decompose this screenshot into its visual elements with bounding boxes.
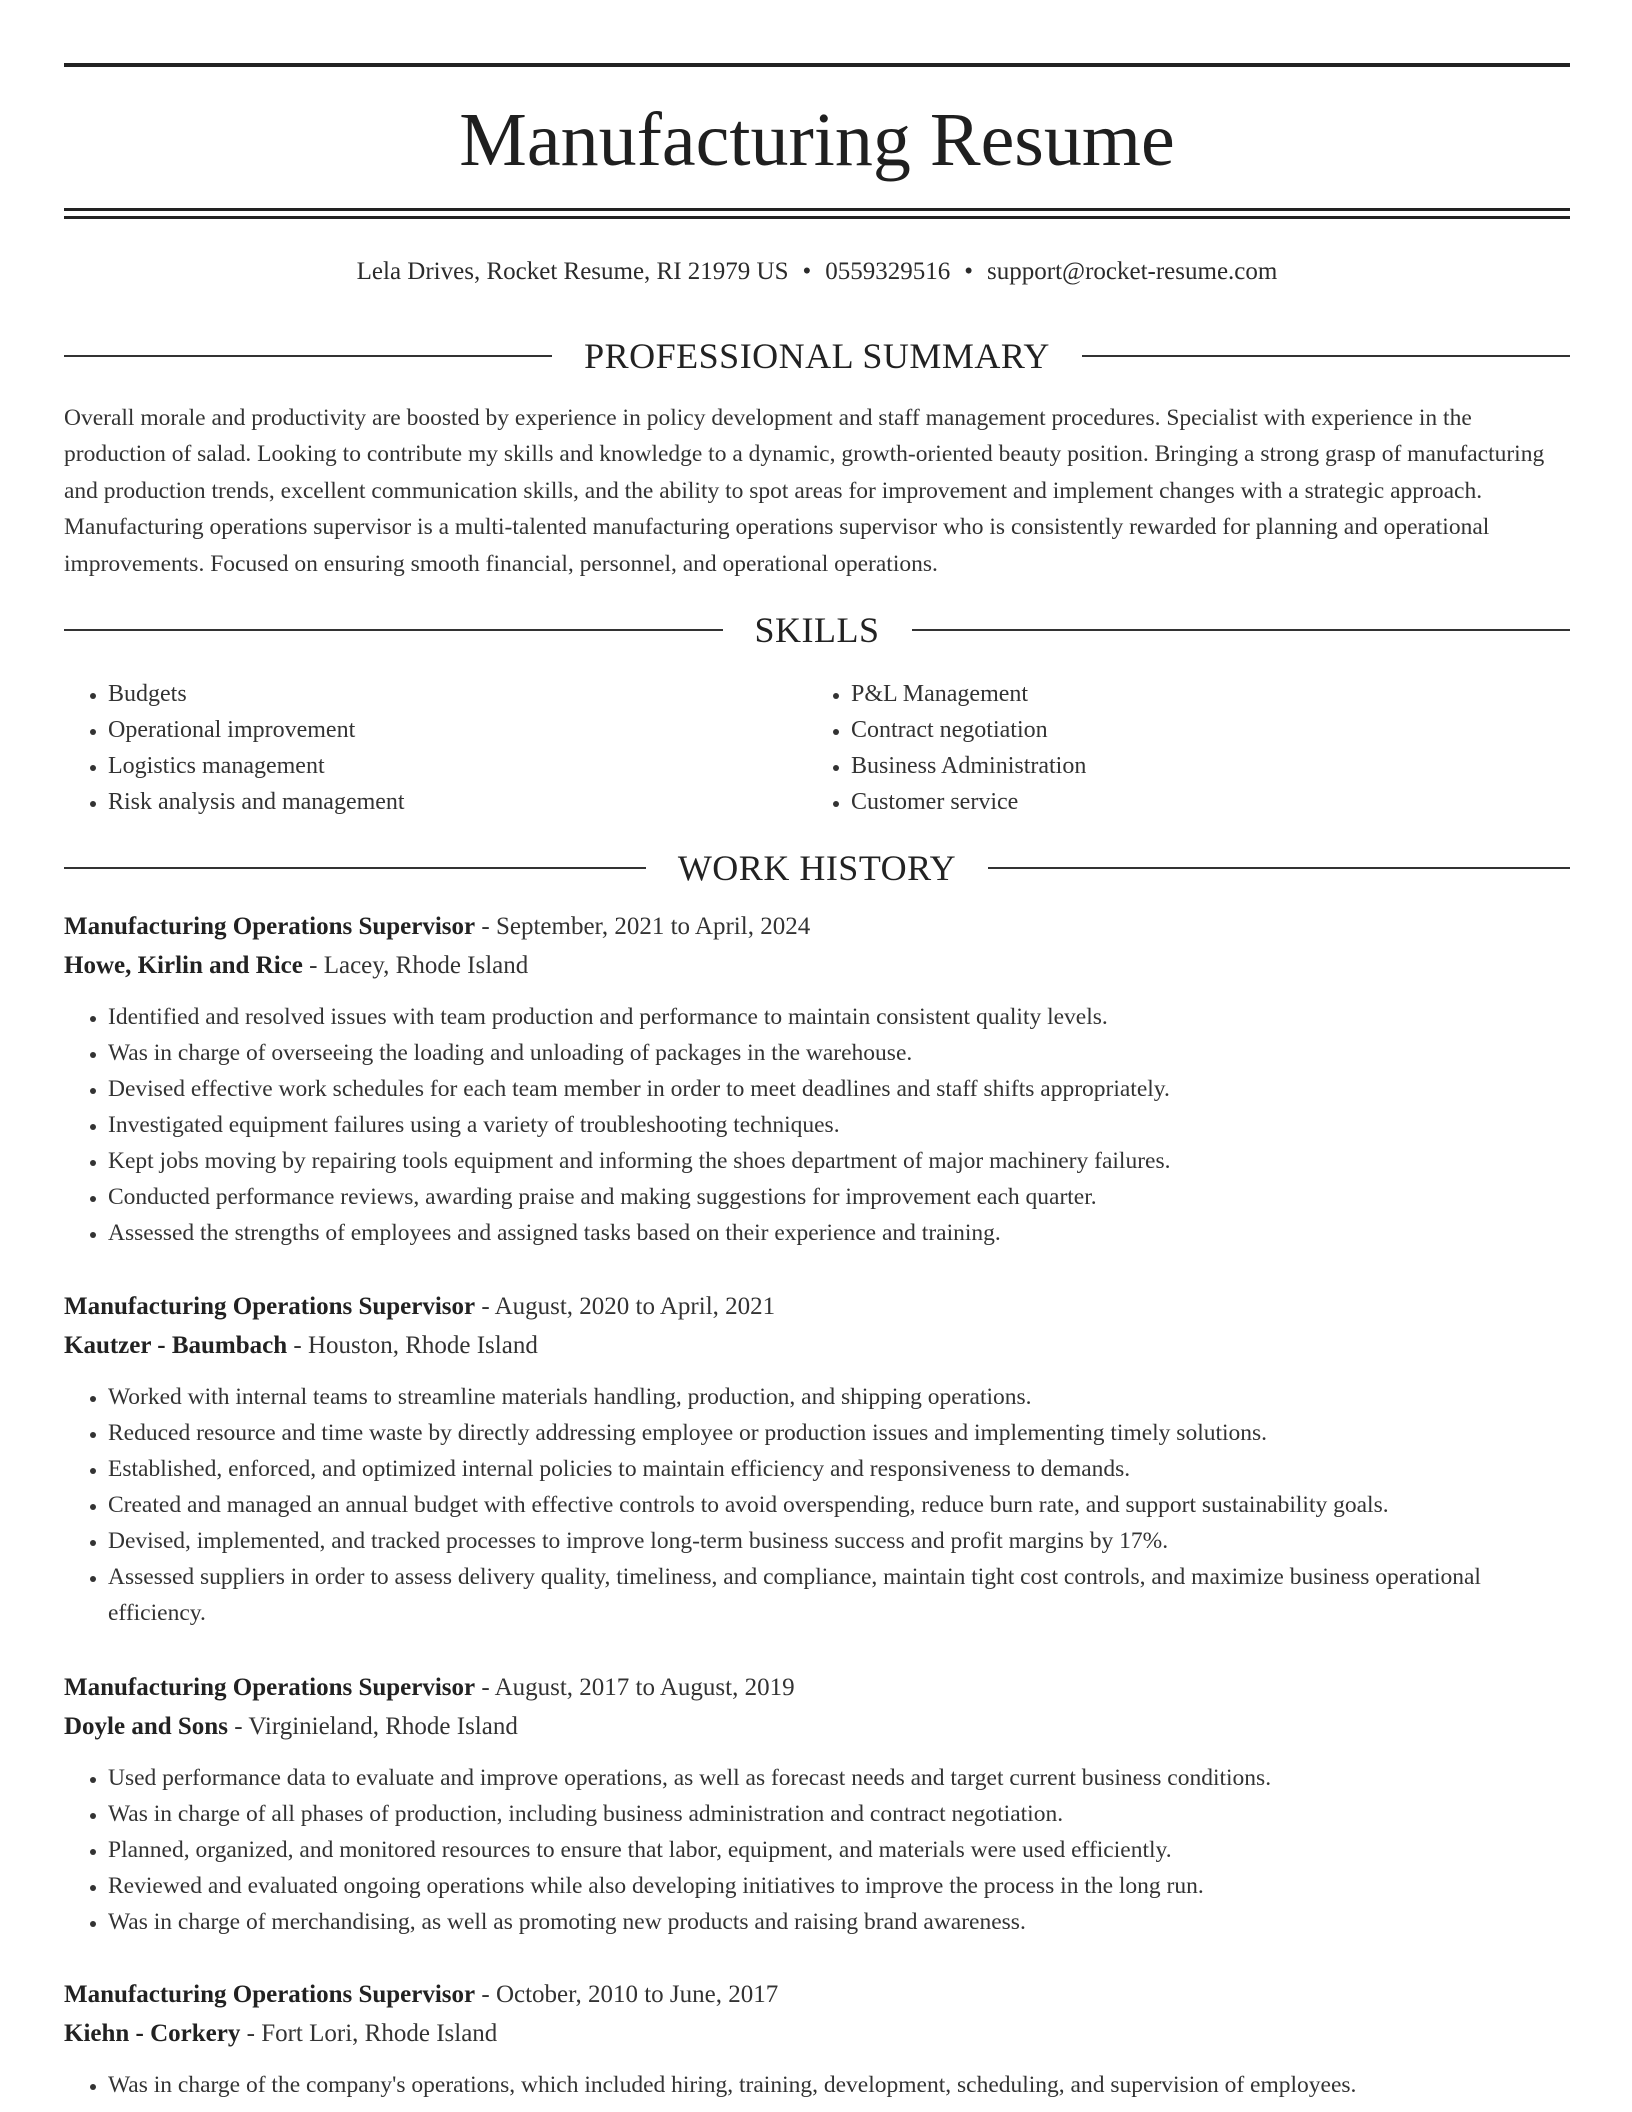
job-location: - Fort Lori, Rhode Island	[240, 2020, 498, 2047]
job-bullet: • Kept jobs moving by repairing tools equipment and informing the shoes department of major machinery failures.	[108, 1143, 1570, 1179]
work-section-header	[64, 846, 1570, 890]
job-title: Manufacturing Operations Supervisor	[64, 1674, 476, 1701]
job-location: - Lacey, Rhode Island	[302, 952, 529, 979]
job-title: Manufacturing Operations Supervisor	[64, 913, 476, 940]
job-bullet: • Devised, implemented, and tracked processes to improve long-term business success and profit margins by 17%.	[108, 1523, 1570, 1559]
top-rule	[64, 63, 1570, 67]
section-rule	[1082, 355, 1570, 357]
job-bullet: • Was in charge of overseeing the loading and unloading of packages in the warehouse.	[108, 1035, 1570, 1071]
skill-item: • Operational improvement	[108, 712, 807, 748]
job-company-line	[64, 946, 1570, 985]
skills-column-left	[64, 676, 807, 820]
job-bullet: • Reduced resource and time waste by directly addressing employee or production issues and implementing timely solutions.	[108, 1415, 1570, 1451]
contact-address: Lela Drives, Rocket Resume, RI 21979 US	[356, 258, 789, 285]
skill-item: • Contract negotiation	[851, 712, 1550, 748]
job-bullets	[64, 2067, 1570, 2103]
job-company: Howe, Kirlin and Rice	[64, 952, 303, 979]
skill-item: • P&L Management	[851, 676, 1550, 712]
job-title-line	[64, 1668, 1570, 1707]
summary-section-header	[64, 334, 1570, 378]
job-bullets	[64, 1379, 1570, 1631]
job-bullet: • Conducted performance reviews, awarding praise and making suggestions for improvement each quarter.	[108, 1179, 1570, 1215]
job-bullet: • Created and managed an annual budget with effective controls to avoid overspending, reduce burn rate, and support sustainability goals.	[108, 1487, 1570, 1523]
contact-separator: •	[802, 258, 812, 285]
job-title: Manufacturing Operations Supervisor	[64, 1981, 476, 2008]
skills-section-header	[64, 608, 1570, 652]
skills-list	[64, 676, 1570, 820]
job-bullet: • Identified and resolved issues with team production and performance to maintain consistent quality levels.	[108, 999, 1570, 1035]
skill-item: • Customer service	[851, 784, 1550, 820]
job-title: Manufacturing Operations Supervisor	[64, 1293, 476, 1320]
skill-item: • Risk analysis and management	[108, 784, 807, 820]
job-entry	[64, 1287, 1570, 1631]
job-bullets	[64, 1760, 1570, 1940]
job-location: - Virginieland, Rhode Island	[227, 1713, 518, 1740]
job-dates: - August, 2020 to April, 2021	[475, 1293, 776, 1320]
job-dates: - October, 2010 to June, 2017	[475, 1981, 779, 2008]
job-bullet: • Was in charge of all phases of production, including business administration and contract negotiation.	[108, 1796, 1570, 1832]
job-company: Doyle and Sons	[64, 1713, 228, 1740]
skills-heading: SKILLS	[754, 610, 880, 650]
job-bullet: • Assessed the strengths of employees and assigned tasks based on their experience and training.	[108, 1215, 1570, 1251]
job-company: Kautzer - Baumbach	[64, 1332, 288, 1359]
job-bullet: • Was in charge of the company's operations, which included hiring, training, development, scheduling, and supervision of employees.	[108, 2067, 1570, 2103]
job-dates: - August, 2017 to August, 2019	[475, 1674, 795, 1701]
job-bullet: • Was in charge of merchandising, as well as promoting new products and raising brand awareness.	[108, 1904, 1570, 1940]
job-dates: - September, 2021 to April, 2024	[475, 913, 811, 940]
job-bullet: • Used performance data to evaluate and improve operations, as well as forecast needs and target current business conditions.	[108, 1760, 1570, 1796]
summary-heading: PROFESSIONAL SUMMARY	[584, 336, 1050, 376]
job-bullet: • Established, enforced, and optimized internal policies to maintain efficiency and responsiveness to demands.	[108, 1451, 1570, 1487]
job-location: - Houston, Rhode Island	[287, 1332, 538, 1359]
contact-separator: •	[964, 258, 974, 285]
job-title-line	[64, 1975, 1570, 2014]
section-rule	[988, 867, 1570, 869]
skills-column-right	[807, 676, 1550, 820]
skill-item: • Logistics management	[108, 748, 807, 784]
work-heading: WORK HISTORY	[677, 848, 957, 888]
job-entry	[64, 1975, 1570, 2103]
job-title-line	[64, 1287, 1570, 1326]
section-rule	[912, 629, 1571, 631]
job-company-line	[64, 2014, 1570, 2053]
job-bullet: • Assessed suppliers in order to assess delivery quality, timeliness, and compliance, maintain tight cost controls, and maximize business operational efficiency.	[108, 1559, 1570, 1631]
title-rule-upper	[64, 208, 1570, 211]
section-rule	[64, 629, 723, 631]
skill-item: • Business Administration	[851, 748, 1550, 784]
job-bullets	[64, 999, 1570, 1251]
job-company-line	[64, 1326, 1570, 1365]
job-bullet: • Worked with internal teams to streamline materials handling, production, and shipping operations.	[108, 1379, 1570, 1415]
section-rule	[64, 355, 552, 357]
summary-text: Overall morale and productivity are boosted by experience in policy development and staff management procedures. Specialist with experience in the production of salad. Looking to contribute my skills and knowledge to a dynamic, growth-oriented beauty position. Bringing a strong grasp of manufacturing and production trends, excellent communication skills, and the ability to spot areas for improvement and implement changes with a strategic approach. Manufacturing operations supervisor is a multi-talented manufacturing operations supervisor who is consistently rewarded for planning and operational improvements. Focused on ensuring smooth financial, personnel, and operational operations.	[64, 405, 1545, 577]
job-company-line	[64, 1707, 1570, 1746]
job-bullet: • Investigated equipment failures using a variety of troubleshooting techniques.	[108, 1107, 1570, 1143]
job-bullet: • Reviewed and evaluated ongoing operations while also developing initiatives to improve the process in the long run.	[108, 1868, 1570, 1904]
contact-phone[interactable]: 0559329516	[825, 258, 951, 285]
contact-line	[64, 254, 1570, 290]
skill-item: • Budgets	[108, 676, 807, 712]
contact-email[interactable]: support@rocket-resume.com	[987, 258, 1278, 285]
section-rule	[64, 867, 646, 869]
job-bullet: • Planned, organized, and monitored resources to ensure that labor, equipment, and materials were used efficiently.	[108, 1832, 1570, 1868]
job-entry	[64, 907, 1570, 1251]
title-rule-lower	[64, 216, 1570, 219]
job-entry	[64, 1668, 1570, 1940]
job-title-line	[64, 907, 1570, 946]
job-bullet: • Devised effective work schedules for each team member in order to meet deadlines and staff shifts appropriately.	[108, 1071, 1570, 1107]
resume-title: Manufacturing Resume	[459, 98, 1175, 182]
job-company: Kiehn - Corkery	[64, 2020, 241, 2047]
